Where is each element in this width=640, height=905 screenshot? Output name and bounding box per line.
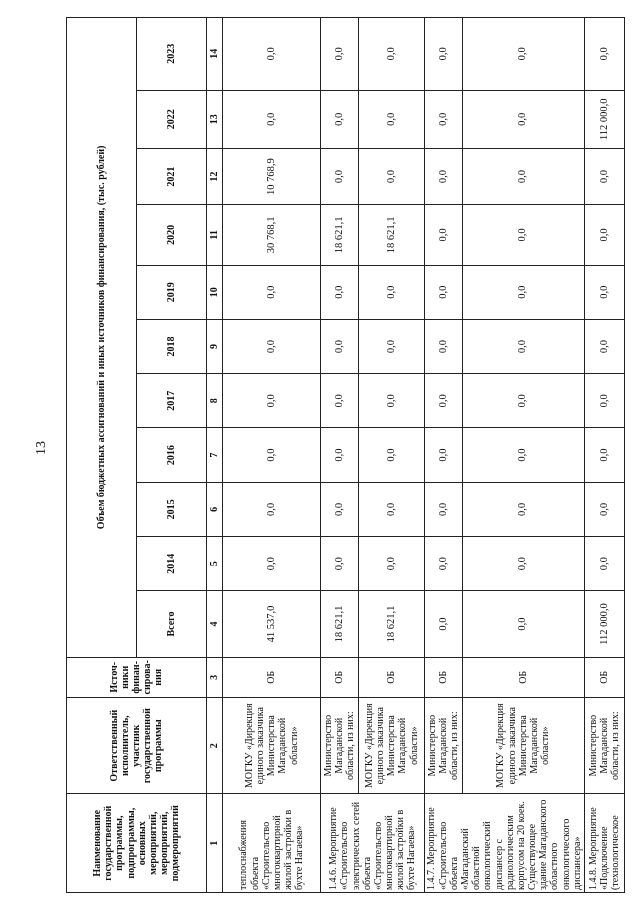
row-year-value: 0,0 <box>223 319 321 373</box>
row-year-value: 0,0 <box>223 482 321 536</box>
row-year-value: 0,0 <box>223 18 321 91</box>
row-year-value: 18 621,1 <box>359 205 425 265</box>
header-responsible: Ответственный исполнитель, участник государственной программы <box>67 697 207 794</box>
row-year-value: 10 768,9 <box>223 148 321 204</box>
row-year-value: 0,0 <box>462 18 584 91</box>
header-year: 2020 <box>137 205 207 265</box>
row-year-value: 0,0 <box>585 428 625 482</box>
row-year-value: 0,0 <box>425 374 462 428</box>
row-year-value: 0,0 <box>223 90 321 148</box>
row-year-value: 0,0 <box>462 205 584 265</box>
financing-table <box>66 17 625 893</box>
row-year-value: 0,0 <box>462 319 584 373</box>
table-row <box>359 18 425 893</box>
row-year-value: 0,0 <box>223 428 321 482</box>
header-year: 2015 <box>137 482 207 536</box>
header-year: 2022 <box>137 90 207 148</box>
header-year: 2023 <box>137 18 207 91</box>
table-row <box>321 18 359 893</box>
row-year-value: 0,0 <box>462 374 584 428</box>
row-year-value: 0,0 <box>425 428 462 482</box>
row-year-value: 0,0 <box>585 537 625 591</box>
row-year-value: 112 000,0 <box>585 90 625 148</box>
row-year-value: 0,0 <box>223 537 321 591</box>
row-year-value: 0,0 <box>462 537 584 591</box>
row-year-value: 0,0 <box>585 374 625 428</box>
row-year-value: 0,0 <box>223 374 321 428</box>
row-year-value: 0,0 <box>321 90 359 148</box>
column-number: 1 <box>207 794 223 893</box>
row-year-value: 0,0 <box>321 319 359 373</box>
header-year: 2017 <box>137 374 207 428</box>
row-year-value: 0,0 <box>359 265 425 319</box>
column-number: 4 <box>207 591 223 657</box>
row-total: 18 621,1 <box>359 591 425 657</box>
row-year-value: 0,0 <box>223 265 321 319</box>
column-number: 14 <box>207 18 223 91</box>
row-year-value: 0,0 <box>359 90 425 148</box>
header-total: Всего <box>137 591 207 657</box>
row-year-value: 18 621,1 <box>321 205 359 265</box>
row-year-value: 0,0 <box>425 205 462 265</box>
row-year-value: 0,0 <box>462 265 584 319</box>
row-year-value: 0,0 <box>425 148 462 204</box>
row-year-value: 0,0 <box>359 428 425 482</box>
row-year-value: 0,0 <box>359 18 425 91</box>
row-year-value: 0,0 <box>462 428 584 482</box>
header-year: 2021 <box>137 148 207 204</box>
header-financing-group: Объем бюджетных ассигнований и иных источников финансирования, (тыс. рублей) <box>67 18 137 658</box>
page-number: 13 <box>34 441 49 455</box>
header-source: Источ- ники финан- сирова- ния <box>67 657 207 697</box>
row-source: ОБ <box>359 657 425 697</box>
row-source: ОБ <box>223 657 321 697</box>
row-year-value: 0,0 <box>462 482 584 536</box>
row-responsible: Министерство Магаданской области, из них: <box>585 697 625 794</box>
row-source: ОБ <box>462 657 584 697</box>
column-number: 12 <box>207 148 223 204</box>
row-year-value: 0,0 <box>585 205 625 265</box>
row-year-value: 0,0 <box>585 148 625 204</box>
row-year-value: 0,0 <box>321 537 359 591</box>
table-row <box>223 18 321 893</box>
row-year-value: 0,0 <box>321 18 359 91</box>
row-year-value: 0,0 <box>321 482 359 536</box>
row-total: 41 537,0 <box>223 591 321 657</box>
row-total: 0,0 <box>462 591 584 657</box>
header-row-1 <box>67 18 137 893</box>
row-responsible: Министерство Магаданской области, из них: <box>425 697 462 794</box>
row-source: ОБ <box>321 657 359 697</box>
row-year-value: 0,0 <box>359 482 425 536</box>
header-year: 2016 <box>137 428 207 482</box>
row-year-value: 0,0 <box>585 18 625 91</box>
column-number: 11 <box>207 205 223 265</box>
column-number: 6 <box>207 482 223 536</box>
row-year-value: 0,0 <box>462 90 584 148</box>
header-year: 2019 <box>137 265 207 319</box>
row-year-value: 0,0 <box>321 265 359 319</box>
row-year-value: 0,0 <box>359 537 425 591</box>
row-year-value: 0,0 <box>425 319 462 373</box>
row-source: ОБ <box>585 657 625 697</box>
row-source: ОБ <box>425 657 462 697</box>
header-year: 2014 <box>137 537 207 591</box>
column-number: 3 <box>207 657 223 697</box>
row-year-value: 0,0 <box>359 374 425 428</box>
row-year-value: 0,0 <box>359 319 425 373</box>
header-name: Наименование государственной программы, подпрограммы, основных мероприятий, мероприятий, подмероприятий <box>67 794 207 893</box>
row-name: 1.4.6. Мероприятие «Строительство электрических сетей объекта «Строительство многоквартирной жилой застройки в бухте Нагаева» <box>321 794 425 893</box>
row-year-value: 0,0 <box>585 319 625 373</box>
header-year: 2018 <box>137 319 207 373</box>
table-row <box>425 18 462 893</box>
table-row <box>585 18 625 893</box>
column-number: 9 <box>207 319 223 373</box>
row-year-value: 0,0 <box>425 90 462 148</box>
column-number: 2 <box>207 697 223 794</box>
row-year-value: 0,0 <box>462 148 584 204</box>
row-year-value: 0,0 <box>425 265 462 319</box>
row-responsible: Министерство Магаданской области, из них: <box>321 697 359 794</box>
column-number: 10 <box>207 265 223 319</box>
column-number: 8 <box>207 374 223 428</box>
row-year-value: 0,0 <box>321 148 359 204</box>
row-year-value: 0,0 <box>321 428 359 482</box>
row-year-value: 0,0 <box>359 148 425 204</box>
row-responsible: МОГКУ «Дирекция единого заказчика Министерства Магаданской области» <box>223 697 321 794</box>
row-total: 0,0 <box>425 591 462 657</box>
row-year-value: 30 768,1 <box>223 205 321 265</box>
row-year-value: 0,0 <box>425 482 462 536</box>
table-row <box>462 18 584 893</box>
row-year-value: 0,0 <box>425 537 462 591</box>
row-responsible: МОГКУ «Дирекция единого заказчика Министерства Магаданской области» <box>359 697 425 794</box>
column-number: 5 <box>207 537 223 591</box>
row-responsible: МОГКУ «Дирекция единого заказчика Министерства Магаданской области» <box>462 697 584 794</box>
row-name: теплоснабжения объекта «Строительство многоквартирной жилой застройки в бухте Нагаева» <box>223 794 321 893</box>
column-number: 13 <box>207 90 223 148</box>
row-total: 18 621,1 <box>321 591 359 657</box>
row-year-value: 0,0 <box>425 18 462 91</box>
row-year-value: 0,0 <box>321 374 359 428</box>
table-container <box>66 17 625 893</box>
row-year-value: 0,0 <box>585 265 625 319</box>
row-name: 1.4.7. Мероприятие «Строительство объекта «Магаданский областной онкологический диспансер с радиологическим корпусом на 20 коек. Существующее здание Магаданского областного онкологического диспансера» <box>425 794 585 893</box>
row-year-value: 0,0 <box>585 482 625 536</box>
column-number-row <box>207 18 223 893</box>
column-number: 7 <box>207 428 223 482</box>
row-name: 1.4.8. Мероприятие «Подключение (технологическое <box>585 794 625 893</box>
row-total: 112 000,0 <box>585 591 625 657</box>
